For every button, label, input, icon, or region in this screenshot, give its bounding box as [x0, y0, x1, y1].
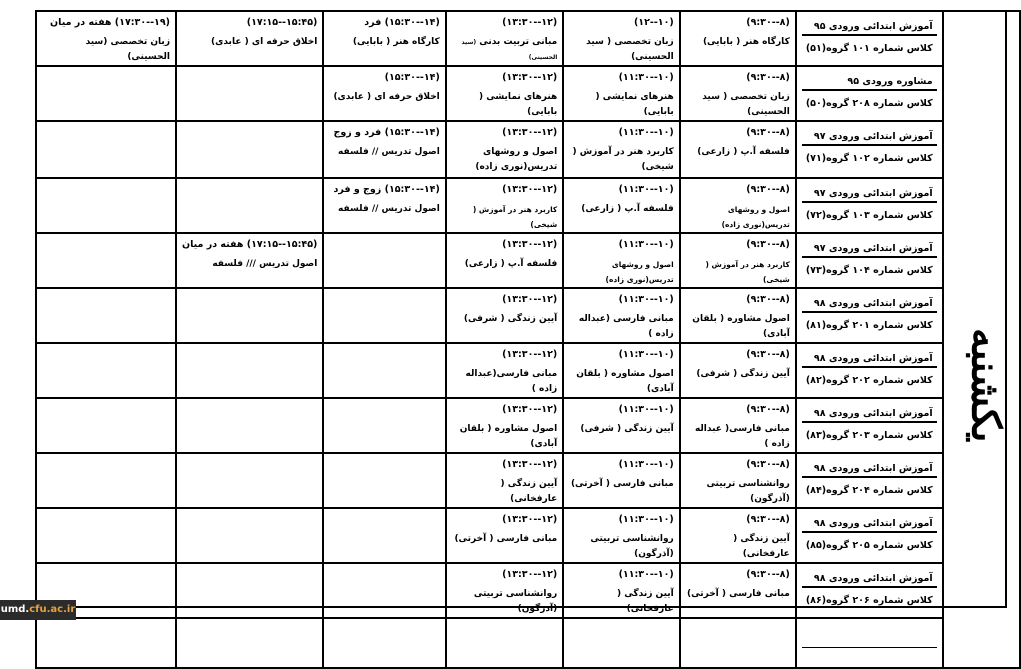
- course-text: اصول مشاوره ( بلقان آبادی): [459, 424, 558, 449]
- session-time: (۱۰--۱۱:۳۰): [618, 349, 674, 360]
- schedule-cell: [36, 233, 176, 288]
- course-name: [329, 90, 439, 105]
- course-name: [452, 35, 557, 65]
- session-time: (۱۰--۱۱:۳۰): [618, 294, 674, 305]
- schedule-cell: [176, 11, 323, 66]
- course-name: [569, 145, 674, 175]
- schedule-cell: [563, 508, 680, 563]
- schedule-cell: [680, 343, 796, 398]
- course-name: [452, 587, 557, 617]
- class-group-cell: [796, 233, 943, 288]
- session-time: (۸--۹:۳۰): [746, 127, 790, 138]
- course-name: [569, 90, 674, 120]
- course-text: اصول مشاوره ( بلقان آبادی): [576, 369, 674, 394]
- session-time: (۱۲--۱۳:۳۰): [502, 184, 558, 195]
- schedule-row: [36, 398, 1020, 453]
- course-name: [686, 90, 790, 120]
- group-title: آموزش ابتدائی ورودی ۹۷: [802, 126, 937, 146]
- schedule-cell: [323, 66, 445, 121]
- course-name: [452, 202, 557, 232]
- course-name: [569, 257, 674, 287]
- schedule-cell: [176, 233, 323, 288]
- session-time: (۱۲--۱۳:۳۰): [502, 239, 558, 250]
- schedule-cell-empty: [446, 618, 563, 668]
- schedule-cell: [323, 11, 445, 66]
- course-name: [686, 422, 790, 452]
- schedule-cell: [563, 343, 680, 398]
- class-group-cell: [796, 121, 943, 178]
- course-name: [452, 477, 557, 507]
- course-name: [452, 532, 557, 547]
- session-time: (۱۲--۱۳:۳۰): [502, 514, 558, 525]
- course-text: مبانی فارسی (عبداله زاده ): [578, 314, 674, 339]
- schedule-cell: [563, 453, 680, 508]
- session-time: (۱۲--۱۳:۳۰): [502, 17, 558, 28]
- course-text: زبان تخصصی ( سید الحسینی): [586, 37, 674, 62]
- schedule-cell: [563, 11, 680, 66]
- course-name: [569, 422, 674, 437]
- group-title: آموزش ابتدائی ورودی ۹۸: [802, 348, 937, 368]
- empty-split: [802, 623, 937, 648]
- course-text: آیین زندگی ( شرفی): [696, 369, 790, 379]
- course-name: [329, 145, 439, 160]
- group-class-number: کلاس شماره ۲۰۴ گروه(۸۴): [805, 485, 933, 496]
- schedule-cell: [36, 398, 176, 453]
- course-name: [452, 257, 557, 272]
- session-time: (۸--۹:۳۰): [746, 349, 790, 360]
- course-name: [452, 145, 557, 175]
- schedule-cell: [563, 121, 680, 178]
- session-time: (۸--۹:۳۰): [746, 239, 790, 250]
- course-text: اصول تدریس // فلسفه: [338, 204, 440, 214]
- schedule-cell: [176, 453, 323, 508]
- schedule-cell: [563, 563, 680, 618]
- course-text: کاربرد هنر در آموزش ( شیخی): [705, 260, 790, 284]
- course-name: [686, 202, 790, 232]
- session-time: (۱۰--۱۲): [633, 17, 674, 28]
- schedule-cell: [176, 66, 323, 121]
- schedule-cell: [176, 508, 323, 563]
- group-class-number: کلاس شماره ۱۰۱ گروه(۵۱): [805, 43, 933, 54]
- schedule-cell: [36, 453, 176, 508]
- schedule-cell: [36, 288, 176, 343]
- course-name: [569, 477, 674, 492]
- session-time: (۱۹--۱۷:۳۰) هفته در میان: [50, 17, 170, 28]
- course-text: فلسفه آ.پ ( زارعی): [581, 204, 674, 214]
- session-time: (۱۰--۱۱:۳۰): [618, 459, 674, 470]
- schedule-cell: [680, 178, 796, 233]
- schedule-cell: [680, 288, 796, 343]
- class-group-cell: [796, 178, 943, 233]
- group-title: آموزش ابتدائی ورودی ۹۷: [802, 238, 937, 258]
- group-class-number: کلاس شماره ۲۰۵ گروه(۸۵): [805, 540, 933, 551]
- schedule-cell: [176, 121, 323, 178]
- course-text: کاربرد هنر در آموزش ( شیخی): [572, 147, 674, 172]
- schedule-cell: [446, 233, 563, 288]
- course-name: [569, 202, 674, 217]
- schedule-cell: [446, 288, 563, 343]
- schedule-cell: [680, 398, 796, 453]
- course-text: مبانی تربیت بدنی: [479, 37, 558, 47]
- session-time: (۱۲--۱۳:۳۰): [502, 72, 558, 83]
- session-time: (۱۰--۱۱:۳۰): [618, 239, 674, 250]
- session-time: (۸--۹:۳۰): [746, 459, 790, 470]
- class-group-cell: [796, 453, 943, 508]
- schedule-cell: [36, 343, 176, 398]
- course-name: [686, 312, 790, 342]
- session-time: (۱۵:۴۵--۱۷:۱۵) هفته در میان: [182, 239, 318, 250]
- schedule-cell: [323, 121, 445, 178]
- schedule-cell: [323, 233, 445, 288]
- session-time: (۱۴--۱۵:۳۰) فرد و زوج: [333, 127, 440, 138]
- schedule-cell: [680, 11, 796, 66]
- class-group-cell: [796, 563, 943, 618]
- course-text: آیین زندگی ( عارفخانی): [733, 534, 790, 559]
- schedule-cell: [323, 508, 445, 563]
- course-name: [569, 35, 674, 65]
- schedule-cell: [446, 121, 563, 178]
- schedule-cell-empty: [36, 618, 176, 668]
- schedule-cell: [446, 178, 563, 233]
- course-text: مبانی فارسی ( آخرتی): [570, 479, 674, 489]
- schedule-cell: [36, 178, 176, 233]
- day-label: یکشنبه: [962, 327, 1010, 442]
- course-text: اخلاق حرفه ای ( عابدی): [211, 37, 318, 47]
- group-title: آموزش ابتدائی ورودی ۹۸: [802, 513, 937, 533]
- course-text: مبانی فارسی ( آخرتی): [454, 534, 558, 544]
- class-group-cell: [796, 288, 943, 343]
- schedule-cell: [323, 288, 445, 343]
- class-group-cell-empty: [796, 618, 943, 668]
- course-name: [42, 35, 170, 65]
- schedule-row: [36, 121, 1020, 178]
- course-text: فلسفه آ.پ ( زارعی): [464, 259, 558, 269]
- session-time: (۱۰--۱۱:۳۰): [618, 127, 674, 138]
- group-class-number: کلاس شماره ۲۰۶ گروه(۸۶): [805, 595, 933, 606]
- course-text: اصول و روشهای تدریس(نوری زاده): [721, 205, 790, 229]
- schedule-cell: [446, 66, 563, 121]
- group-title: آموزش ابتدائی ورودی ۹۷: [802, 183, 937, 203]
- course-text: کارگاه هنر ( بابایی): [352, 37, 440, 47]
- schedule-cell: [176, 398, 323, 453]
- course-name: [686, 532, 790, 562]
- schedule-cell: [680, 66, 796, 121]
- schedule-row-empty: [36, 618, 1020, 668]
- schedule-cell: [36, 121, 176, 178]
- course-text: اصول تدریس /// فلسفه: [212, 259, 318, 269]
- day-column: [943, 11, 1020, 668]
- course-text: زبان تخصصی ( سید الحسینی): [702, 92, 790, 117]
- session-time: (۱۰--۱۱:۳۰): [618, 184, 674, 195]
- schedule-row: [36, 66, 1020, 121]
- session-time: (۱۰--۱۱:۳۰): [618, 404, 674, 415]
- schedule-cell: [446, 343, 563, 398]
- schedule-cell: [563, 288, 680, 343]
- schedule-cell: [563, 233, 680, 288]
- course-text: آیین زندگی ( شرفی): [463, 314, 558, 324]
- course-name: [686, 367, 790, 382]
- schedule-cell: [563, 66, 680, 121]
- schedule-cell: [323, 343, 445, 398]
- schedule-cell: [446, 508, 563, 563]
- course-text: اخلاق حرفه ای ( عابدی): [333, 92, 440, 102]
- schedule-row: [36, 343, 1020, 398]
- schedule-row: [36, 11, 1020, 66]
- course-text: روانشناسی تربیتی (آذرگون): [473, 589, 558, 614]
- session-time: (۱۴--۱۵:۳۰) فرد: [364, 17, 440, 28]
- schedule-cell: [680, 121, 796, 178]
- course-name: [569, 367, 674, 397]
- session-time: (۱۴--۱۵:۳۰) زوج و فرد: [333, 184, 440, 195]
- group-class-number: کلاس شماره ۲۰۸ گروه(۵۰): [805, 98, 933, 109]
- group-class-number: کلاس شماره ۲۰۲ گروه(۸۲): [805, 375, 933, 386]
- schedule-cell: [446, 563, 563, 618]
- course-text: مبانی فارسی(عبداله زاده ): [465, 369, 558, 394]
- schedule-cell: [36, 508, 176, 563]
- course-name: [452, 422, 557, 452]
- course-text: روانشناسی تربیتی (آذرگون): [590, 534, 674, 559]
- course-text: کارگاه هنر ( بابایی): [702, 37, 790, 47]
- course-text: آیین زندگی ( عارفخانی): [617, 589, 674, 614]
- course-text: هنرهای نمایشی ( بابایی): [595, 92, 674, 117]
- session-time: (۸--۹:۳۰): [746, 514, 790, 525]
- schedule-cell: [680, 508, 796, 563]
- group-class-number: کلاس شماره ۱۰۴ گروه(۷۳): [805, 265, 933, 276]
- schedule-row: [36, 563, 1020, 618]
- course-text: اصول و روشهای تدریس(نوری زاده): [475, 147, 558, 172]
- session-time: (۸--۹:۳۰): [746, 184, 790, 195]
- course-text: اصول و روشهای تدریس(نوری زاده): [605, 260, 674, 284]
- session-time: (۱۲--۱۳:۳۰): [502, 569, 558, 580]
- group-class-number: کلاس شماره ۱۰۳ گروه(۷۲): [805, 210, 933, 221]
- course-note: (سید الحسینی): [461, 39, 558, 61]
- course-text: اصول مشاوره ( بلقان آبادی): [692, 314, 790, 339]
- course-name: [686, 145, 790, 160]
- course-name: [329, 202, 439, 217]
- course-text: مبانی فارسی ( آخرتی): [687, 589, 790, 599]
- course-name: [686, 477, 790, 507]
- class-group-cell: [796, 66, 943, 121]
- course-text: مبانی فارسی( عبداله زاده ): [694, 424, 790, 449]
- course-text: آیین زندگی ( عارفخانی): [500, 479, 558, 504]
- session-time: (۱۰--۱۱:۳۰): [618, 569, 674, 580]
- session-time: (۱۲--۱۳:۳۰): [502, 404, 558, 415]
- schedule-cell: [36, 11, 176, 66]
- group-title: مشاوره ورودی ۹۵: [802, 71, 937, 91]
- session-time: (۱۰--۱۱:۳۰): [618, 514, 674, 525]
- schedule-cell: [563, 398, 680, 453]
- course-text: روانشناسی تربیتی (آذرگون): [706, 479, 790, 504]
- class-group-cell: [796, 11, 943, 66]
- course-name: [569, 587, 674, 617]
- session-time: (۸--۹:۳۰): [746, 294, 790, 305]
- session-time: (۸--۹:۳۰): [746, 17, 790, 28]
- session-time: (۸--۹:۳۰): [746, 404, 790, 415]
- course-text: زبان تخصصی (سید الحسینی): [85, 37, 170, 62]
- schedule-cell: [176, 563, 323, 618]
- course-text: کاربرد هنر در آموزش ( شیخی): [472, 205, 558, 229]
- schedule-cell: [680, 563, 796, 618]
- schedule-cell: [446, 398, 563, 453]
- schedule-cell-empty: [680, 618, 796, 668]
- schedule-cell-empty: [176, 618, 323, 668]
- group-title: آموزش ابتدائی ورودی ۹۸: [802, 458, 937, 478]
- course-name: [182, 257, 317, 272]
- session-time: (۱۲--۱۳:۳۰): [502, 294, 558, 305]
- schedule-row: [36, 453, 1020, 508]
- course-name: [452, 90, 557, 120]
- course-name: [329, 35, 439, 50]
- session-time: (۱۲--۱۳:۳۰): [502, 127, 558, 138]
- schedule-cell: [446, 453, 563, 508]
- class-group-cell: [796, 343, 943, 398]
- schedule-cell-empty: [323, 618, 445, 668]
- course-name: [686, 257, 790, 287]
- schedule-cell: [446, 11, 563, 66]
- schedule-table: [35, 10, 1021, 669]
- session-time: (۸--۹:۳۰): [746, 72, 790, 83]
- session-time: (۱۰--۱۱:۳۰): [618, 72, 674, 83]
- session-time: (۱۲--۱۳:۳۰): [502, 349, 558, 360]
- course-name: [182, 35, 317, 50]
- course-name: [686, 587, 790, 602]
- course-text: فلسفه آ.پ ( زارعی): [697, 147, 790, 157]
- schedule-cell: [680, 233, 796, 288]
- class-group-cell: [796, 508, 943, 563]
- session-time: (۱۲--۱۳:۳۰): [502, 459, 558, 470]
- session-time: (۱۴--۱۵:۳۰): [384, 72, 440, 83]
- schedule-row: [36, 178, 1020, 233]
- session-time: (۱۵:۴۵--۱۷:۱۵): [246, 17, 318, 28]
- group-title: آموزش ابتدائی ورودی ۹۸: [802, 293, 937, 313]
- group-title: آموزش ابتدائی ورودی ۹۸: [802, 403, 937, 423]
- schedule-cell: [563, 178, 680, 233]
- group-class-number: کلاس شماره ۲۰۱ گروه(۸۱): [805, 320, 933, 331]
- schedule-cell: [323, 453, 445, 508]
- schedule-cell: [323, 398, 445, 453]
- site-logo[interactable]: umd.cfu.ac.ir: [0, 600, 76, 620]
- schedule-cell: [36, 66, 176, 121]
- class-group-cell: [796, 398, 943, 453]
- group-class-number: کلاس شماره ۲۰۳ گروه(۸۳): [805, 430, 933, 441]
- group-class-number: کلاس شماره ۱۰۲ گروه(۷۱): [805, 153, 933, 164]
- course-text: آیین زندگی ( شرفی): [580, 424, 674, 434]
- course-name: [686, 35, 790, 50]
- course-text: اصول تدریس // فلسفه: [338, 147, 440, 157]
- course-text: هنرهای نمایشی ( بابایی): [479, 92, 558, 117]
- schedule-row: [36, 508, 1020, 563]
- schedule-cell: [176, 288, 323, 343]
- session-time: (۸--۹:۳۰): [746, 569, 790, 580]
- schedule-cell: [323, 563, 445, 618]
- schedule-cell: [323, 178, 445, 233]
- group-title: آموزش ابتدائی ورودی ۹۸: [802, 568, 937, 588]
- group-title: آموزش ابتدائی ورودی ۹۵: [802, 16, 937, 36]
- schedule-row: [36, 233, 1020, 288]
- schedule-cell: [176, 178, 323, 233]
- schedule-row: [36, 288, 1020, 343]
- course-name: [569, 312, 674, 342]
- schedule-cell: [176, 343, 323, 398]
- schedule-cell: [680, 453, 796, 508]
- course-name: [452, 367, 557, 397]
- course-name: [452, 312, 557, 327]
- schedule-cell-empty: [563, 618, 680, 668]
- course-name: [569, 532, 674, 562]
